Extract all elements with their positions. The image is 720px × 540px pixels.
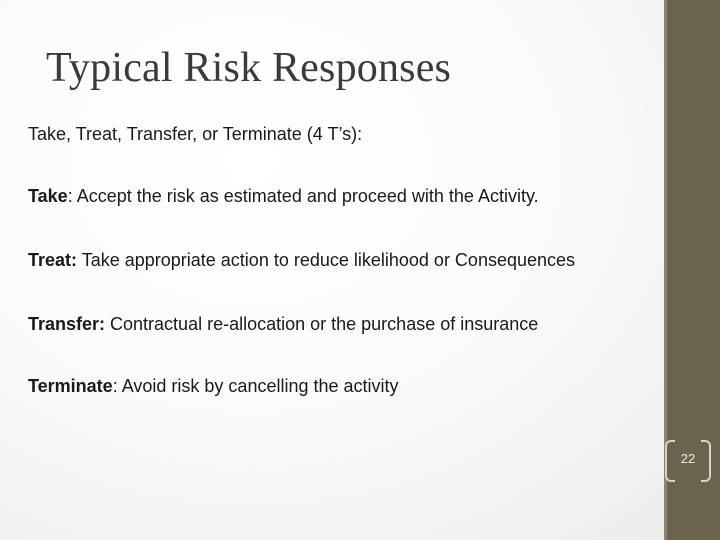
item-text: Accept the risk as estimated and proceed with the Activity. <box>72 186 539 206</box>
slide-title: Typical Risk Responses <box>46 45 452 91</box>
item-text: Avoid risk by cancelling the activity <box>117 376 399 396</box>
item-term: Terminate <box>28 376 113 396</box>
intro-line: Take, Treat, Transfer, or Terminate (4 T’s): <box>28 124 363 144</box>
list-item-take <box>28 184 539 208</box>
item-text: Take appropriate action to reduce likelihood or Consequences <box>77 250 576 270</box>
list-item-treat <box>28 248 575 272</box>
list-item-transfer <box>28 312 538 336</box>
item-term: Transfer: <box>28 314 106 334</box>
page-number-badge <box>665 440 715 480</box>
list-item-terminate <box>28 374 399 398</box>
item-term: Treat: <box>28 250 78 270</box>
item-text: Contractual re-allocation or the purchase of insurance <box>105 314 539 334</box>
item-separator: : <box>112 376 118 396</box>
item-term: Take <box>28 186 68 206</box>
page-number: 22 <box>680 451 696 466</box>
item-separator: : <box>67 186 73 206</box>
